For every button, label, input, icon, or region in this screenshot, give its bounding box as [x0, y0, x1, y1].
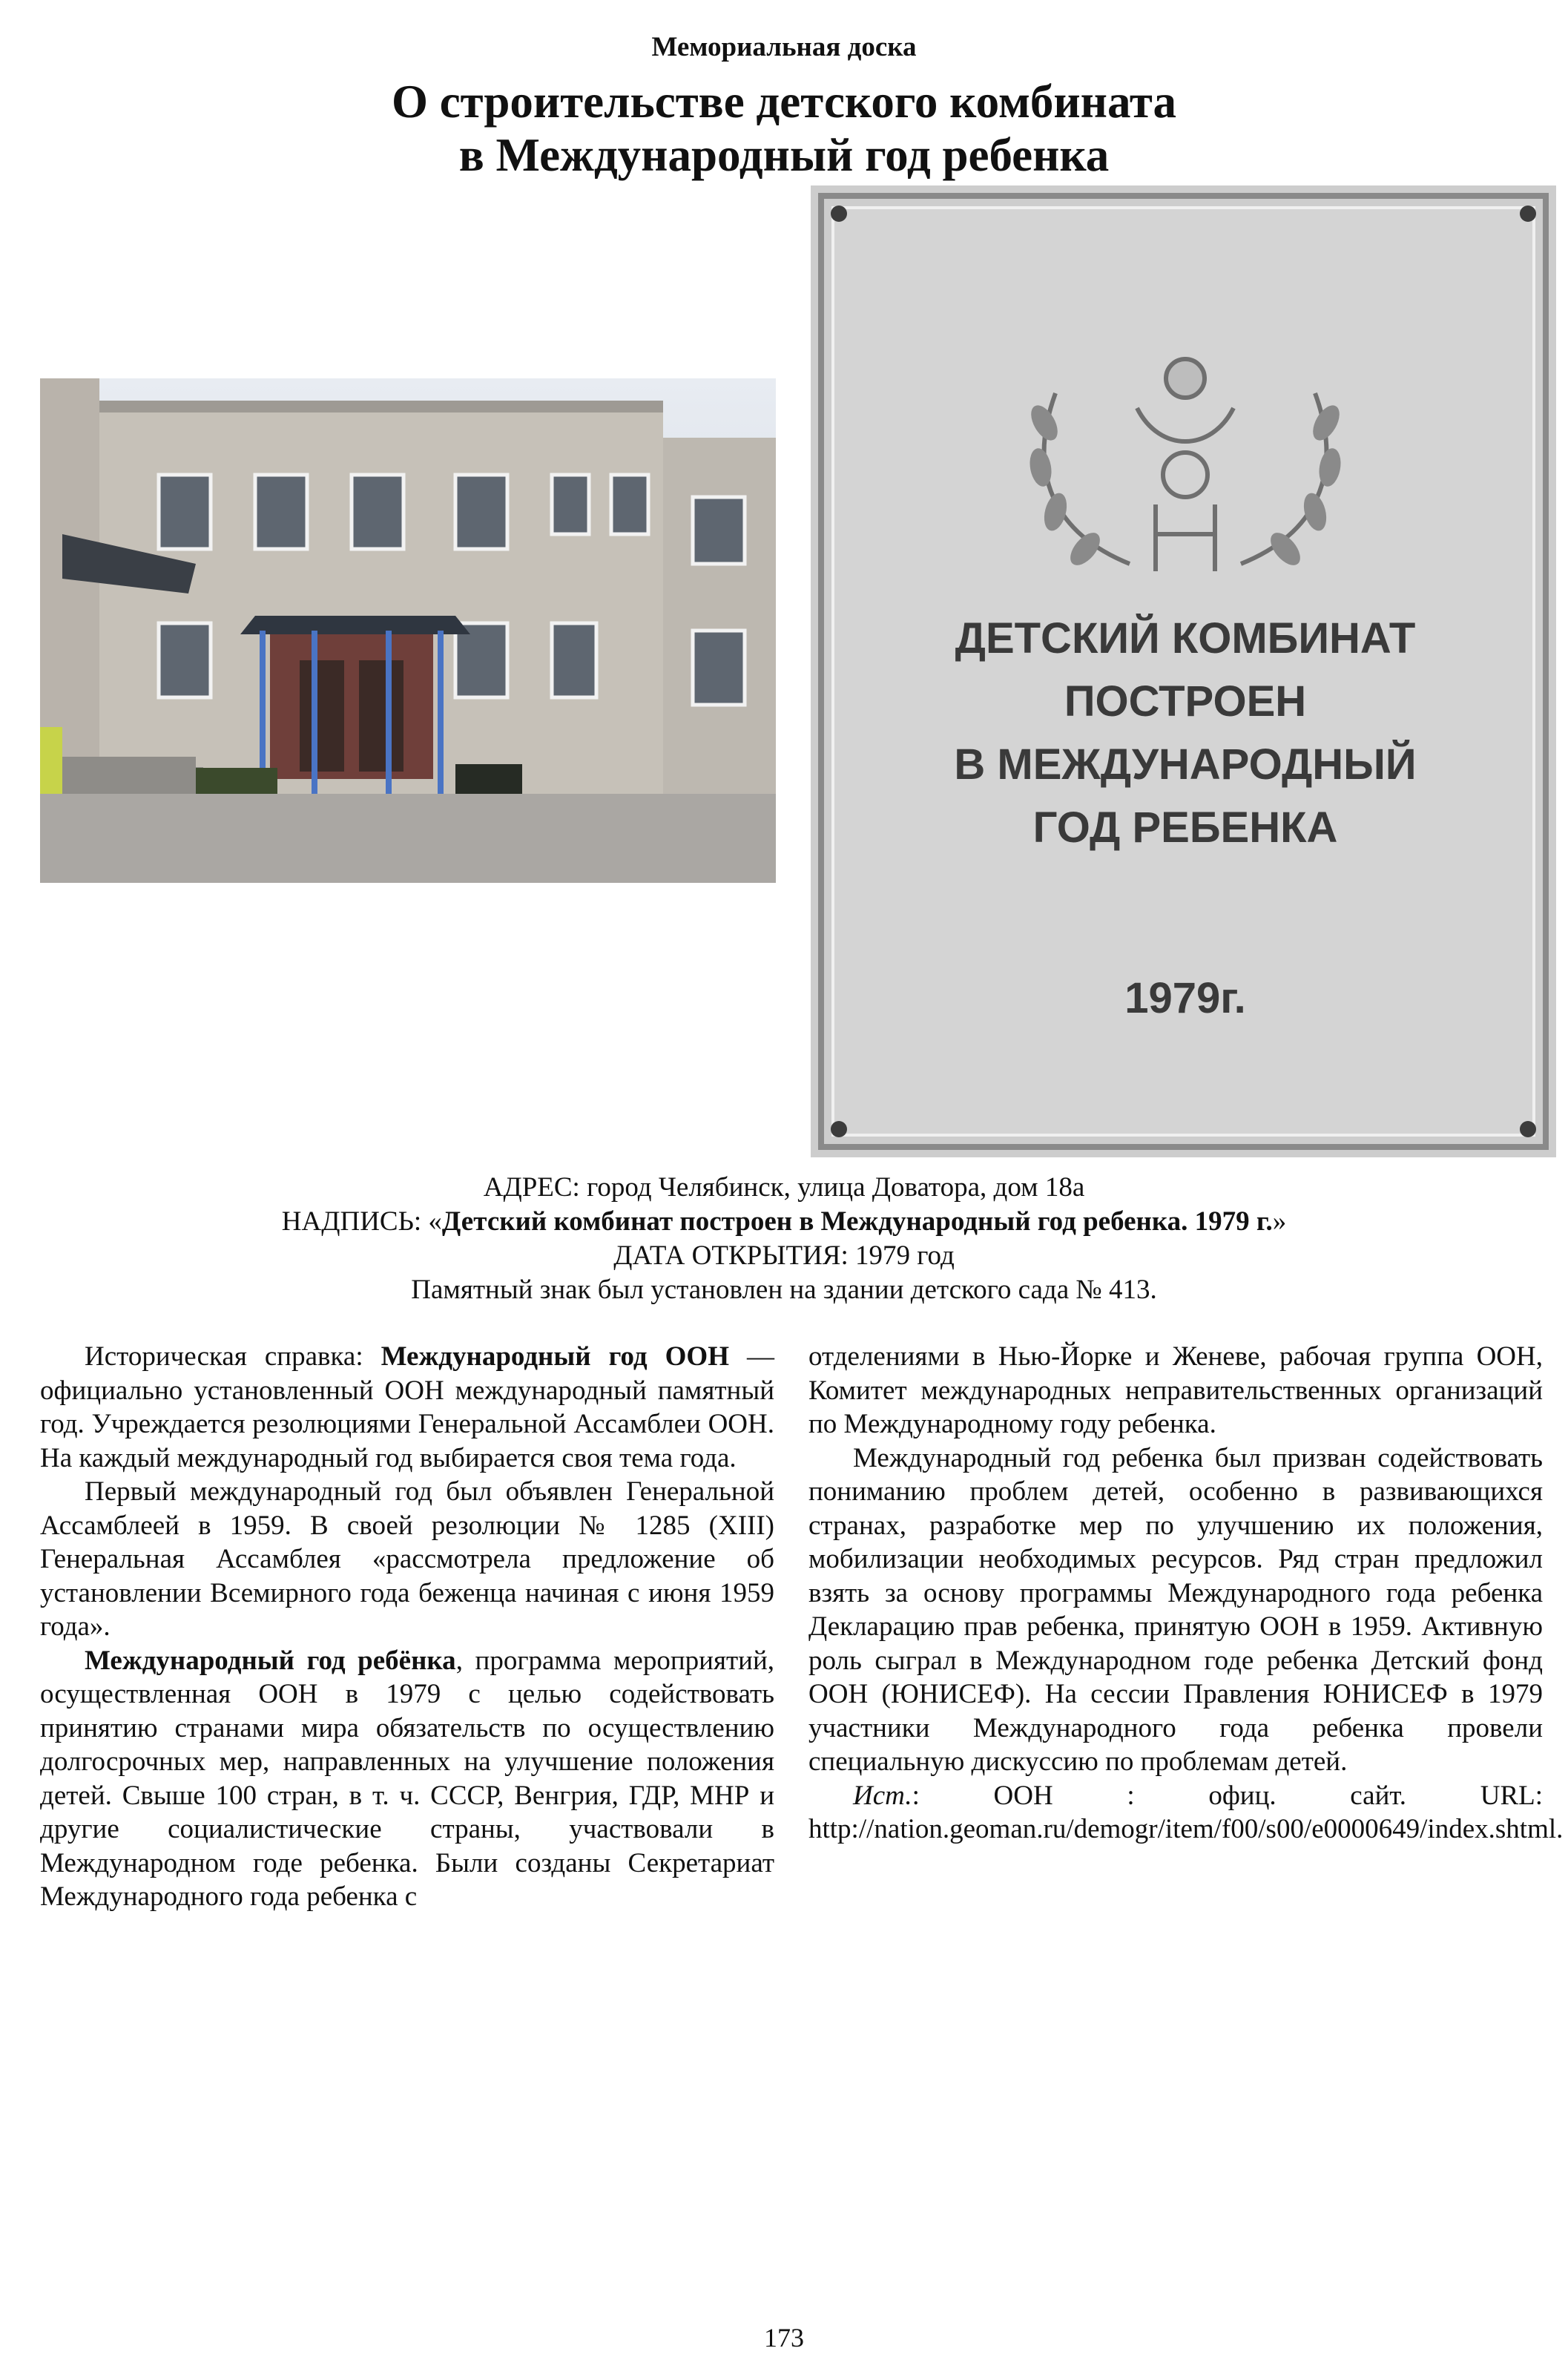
paragraph-1: Историческая справка: Международный год ООН — официально установленный ООН международный памятный год. Учреждается резолюциями Генеральной Ассамблеи ООН. На каждый международный год выбирается своя тема года.	[40, 1341, 774, 1473]
paragraph-2: Первый международный год был объявлен Генеральной Ассамблеей в 1959. В своей резолюции № 1285 (XIII) Генеральная Ассамблея «рассмотрела предложение об установлении Всемирного года беженца начиная с июня 1959 года».	[40, 1476, 774, 1642]
paragraph-3-continued: отделениями в Нью-Йорке и Женеве, рабочая группа ООН, Комитет международных неправительственных организаций по Международному году ребенка.	[808, 1341, 1543, 1439]
caption-address: АДРЕС: город Челябинск, улица Доватора, дом 18а	[483, 1172, 1085, 1203]
plaque-line-3: В МЕЖДУНАРОДНЫЙ	[954, 740, 1417, 789]
left-column	[40, 1340, 774, 1914]
plaque-year: 1979г.	[1124, 974, 1246, 1022]
page-number: 173	[764, 2323, 804, 2353]
plaque-line-4: ГОД РЕБЕНКА	[1032, 803, 1338, 852]
caption-date: ДАТА ОТКРЫТИЯ: 1979 год	[613, 1240, 955, 1271]
caption-block	[0, 1171, 1568, 1307]
caption-note: Памятный знак был установлен на здании детского сада № 413.	[411, 1275, 1157, 1305]
right-column	[808, 1340, 1564, 1847]
source-reference: Ист.: ООН : офиц. сайт. URL: http://nation.geoman.ru/demogr/item/f00/s00/e0000649/index.shtml.	[808, 1780, 1564, 1844]
plaque-line-2: ПОСТРОЕН	[1064, 677, 1307, 726]
memorial-plaque-photo	[811, 185, 1556, 1157]
section-kicker: Мемориальная доска	[651, 32, 917, 62]
building-photo	[40, 378, 776, 883]
caption-inscription: НАДПИСЬ: «Детский комбинат построен в Международный год ребенка. 1979 г.»	[281, 1206, 1287, 1237]
paragraph-4: Международный год ребенка был призван содействовать пониманию проблем детей, особенно в развивающихся странах, разработке мер по улучшению их положения, мобилизации необходимых ресурсов. Ряд стран предложил взять за основу программы Международного года ребенка Декларацию прав ребенка, принятую ООН в 1959. Активную роль сыграл в Международном годе ребенка Детский фонд ООН (ЮНИСЕФ). На сессии Правления ЮНИСЕФ в 1979 участники Международного года ребенка провели специальную дискуссию по проблемам детей.	[808, 1442, 1543, 1777]
paragraph-3: Международный год ребёнка, программа мероприятий, осуществленная ООН в 1979 с целью содействовать принятию странами мира обязательств по осуществлению долгосрочных мер, направленных на улучшение положения детей. Свыше 100 стран, в т. ч. СССР, Венгрия, ГДР, МНР и другие социалистические страны, участвовали в Международном годе ребенка. Были созданы Секретариат Международного года ребенка с	[40, 1645, 774, 1912]
plaque-line-1: ДЕТСКИЙ КОМБИНАТ	[955, 614, 1416, 663]
page-title-line-1: О строительстве детского комбината	[391, 76, 1177, 128]
page-title-line-2: в Международный год ребенка	[458, 129, 1110, 181]
